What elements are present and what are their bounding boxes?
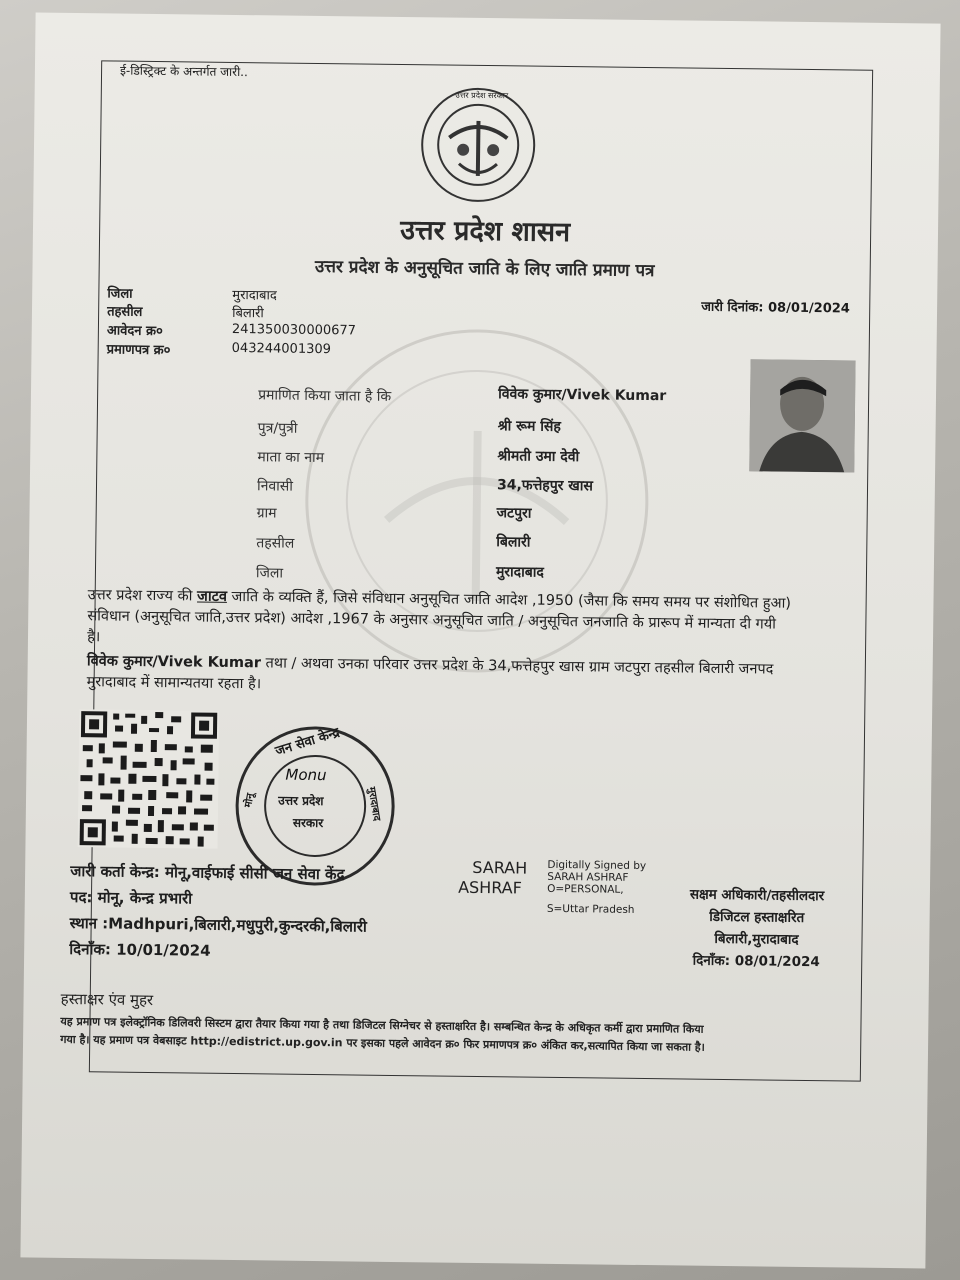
district-label: जिला <box>255 565 284 582</box>
district-value: मुरादाबाद <box>495 564 544 581</box>
applicant-photo <box>749 359 855 472</box>
stamp-top-text: जन सेवा केन्द्र <box>273 725 342 760</box>
authority-line-1: सक्षम अधिकारी/तहसीलदार <box>689 886 825 905</box>
footer-line-2: गया है। यह प्रमाण पत्र वेबसाइट http://edistrict.up.gov.in पर इसका पहले आवेदन क्र० फिर प्रमाणपत्र क्र० अंकित कर,सत्यापित किया जा सकता है। <box>60 1032 705 1054</box>
person-photo-icon <box>749 359 855 472</box>
mother-value: श्रीमती उमा देवी <box>497 448 580 466</box>
para1-post: जाति के व्यक्ति हैं, जिसे संविधान अनुसूचित जाति आदेश ,1950 (जैसा कि समय समय पर संशोधित हुआ) <box>231 588 792 612</box>
residence-line-2: मुरादाबाद में सामान्यतया रहता है। <box>86 674 262 693</box>
son-daughter-value: श्री रूम सिंह <box>497 418 561 435</box>
meta-application-label: आवेदन क्र० <box>106 323 163 340</box>
para2-text: तथा / अथवा उनका परिवार उत्तर प्रदेश के 34,फत्तेहपुर खास ग्राम जटपुरा तहसील बिलारी जनपद <box>265 655 774 678</box>
certified-label: प्रमाणित किया जाता है कि <box>258 387 392 405</box>
issue-date <box>701 297 850 317</box>
village-label: ग्राम <box>256 505 277 522</box>
resident-label: निवासी <box>256 478 294 495</box>
caste-name: जाटव <box>197 588 228 605</box>
tehsil-label: तहसील <box>256 535 295 552</box>
stamp-bottom-text: सरकार <box>292 815 324 831</box>
issuing-center: जारी कर्ता केन्द्र: मोनू,वाईफाई सीसी जन सेवा केंद्र <box>70 862 345 884</box>
authority-line-4: दिनाँक: 08/01/2024 <box>692 952 820 971</box>
sig-detail-2: SARAH ASHRAF <box>547 870 629 884</box>
qr-code <box>78 709 220 849</box>
sig-detail-4: S=Uttar Pradesh <box>546 902 635 916</box>
issuer-place: स्थान :Madhpuri,बिलारी,मधुपुरी,कुन्दरकी,बिलारी <box>69 914 367 936</box>
issue-date-value: 08/01/2024 <box>767 300 850 317</box>
meta-district-label: जिला <box>107 286 133 302</box>
sign-and-seal: हस्ताक्षर एंव मुहर <box>60 989 154 1010</box>
footer-note <box>60 1013 870 1059</box>
meta-tehsil-label: तहसील <box>107 304 143 320</box>
sig-detail-1: Digitally Signed by <box>547 858 647 873</box>
certificate-title: उत्तर प्रदेश के अनुसूचित जाति के लिए जाति प्रमाण पत्र <box>314 256 655 282</box>
meta-tehsil-value: बिलारी <box>232 305 264 322</box>
son-daughter-label: पुत्र/पुत्री <box>257 420 298 437</box>
recognition-line-3: है। <box>87 629 101 646</box>
certificate-frame <box>60 60 873 1081</box>
government-heading: उत्तर प्रदेश शासन <box>399 214 571 249</box>
signer-name-line-1: SARAH <box>472 857 528 878</box>
stamp-rim-left: मोनू <box>243 792 257 809</box>
competent-authority <box>656 883 857 973</box>
issuer-post: पद: मोनू, केन्द्र प्रभारी <box>69 888 193 908</box>
meta-certificate-value: 043244001309 <box>231 340 332 358</box>
footer-line-1: यह प्रमाण पत्र इलेक्ट्रॉनिक डिलिवरी सिस्टम द्वारा तैयार किया गया है तथा डिजिटल सिग्नेचर से हस्ताक्षरित है। सम्बन्धित केन्द्र के अधिकृत कर्मी द्वारा प्रमाणित किया <box>60 1014 704 1036</box>
stamp-mid-text: उत्तर प्रदेश <box>278 793 324 809</box>
resident-value: 34,फत्तेहपुर खास <box>496 477 593 495</box>
meta-district-value: मुरादाबाद <box>232 287 277 304</box>
para2-name: विवेक कुमार/Vivek Kumar <box>86 653 262 672</box>
issuer-date: दिनाँक: 10/01/2024 <box>69 939 211 960</box>
issue-date-label: जारी दिनांक: <box>701 299 764 316</box>
recognition-line-2: संविधान (अनुसूचित जाति,उत्तर प्रदेश) आदेश ,1967 के अनुसार अनुसूचित जाति / अनुसूचित जनजाति के प्रारूप में मान्यता दी गयी <box>87 608 777 633</box>
residence-paragraph <box>86 651 871 703</box>
authority-line-2: डिजिटल हस्ताक्षरित <box>709 908 805 926</box>
meta-certificate-label: प्रमाणपत्र क्र० <box>106 342 171 359</box>
signer-name-line-2: ASHRAF <box>458 877 522 898</box>
village-value: जटपुरा <box>496 505 532 522</box>
digital-signature-details <box>547 859 646 916</box>
stamp-handwritten: Monu <box>285 765 327 785</box>
certified-value: विवेक कुमार/Vivek Kumar <box>498 386 667 405</box>
meta-application-value: 241350030000677 <box>231 321 357 339</box>
stamp-rim-right: मुरादाबाद <box>365 786 382 822</box>
recognition-paragraph <box>87 585 873 658</box>
edistrict-note: ई-डिस्ट्रिक्ट के अन्तर्गत जारी.. <box>120 63 248 80</box>
authority-line-3: बिलारी,मुरादाबाद <box>714 930 799 948</box>
tehsil-value: बिलारी <box>496 534 531 551</box>
up-emblem-icon <box>418 85 537 204</box>
mother-label: माता का नाम <box>257 449 325 467</box>
digital-signature-name <box>458 857 528 899</box>
emblem-text: उत्तर प्रदेश सरकार <box>455 90 509 101</box>
para1-pre: उत्तर प्रदेश राज्य की <box>87 587 193 605</box>
sig-detail-3: O=PERSONAL, <box>547 882 624 896</box>
